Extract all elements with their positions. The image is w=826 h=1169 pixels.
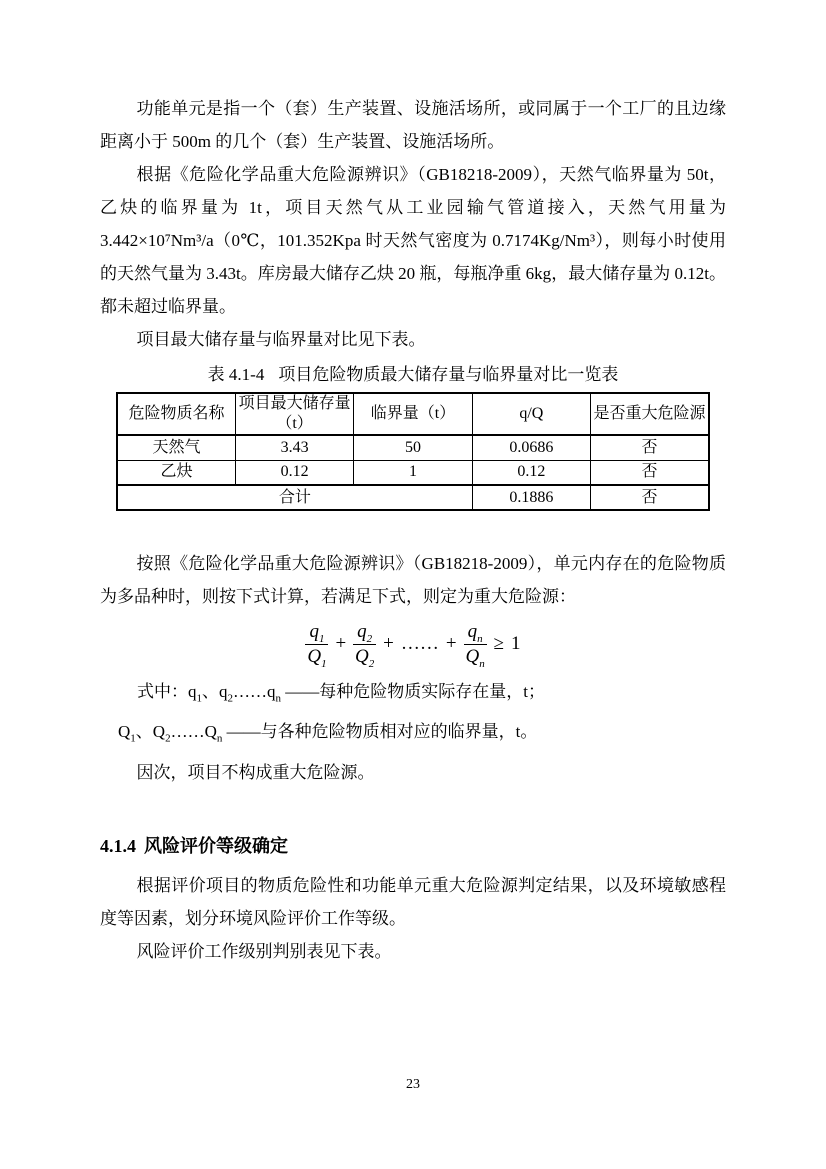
cell-name: 乙炔 (117, 460, 235, 485)
cell-total-ratio: 0.1886 (472, 485, 590, 510)
cell-storage: 3.43 (235, 435, 353, 460)
cell-critical: 1 (354, 460, 472, 485)
cell-name: 天然气 (117, 435, 235, 460)
header-q-over-Q: q/Q (472, 393, 590, 435)
ellipsis: …… (400, 633, 439, 654)
section-number: 4.1.4 (100, 835, 136, 856)
plus-operator: + (383, 633, 394, 654)
cell-major: 否 (591, 460, 709, 485)
section-title: 风险评价等级确定 (144, 835, 288, 856)
paragraph-grade-basis: 根据评价项目的物质危险性和功能单元重大危险源判定结果，以及环境敏感程度等因素，划分环境风险评价工作等级。 (100, 875, 726, 928)
plus-operator: + (445, 633, 457, 654)
paragraph-table-intro: 项目最大储存量与临界量对比见下表。 (136, 330, 426, 349)
plus-operator: + (335, 633, 347, 654)
fraction-q2-Q2 (353, 620, 376, 670)
paragraph-multi-species-rule: 按照《危险化学品重大危险源辨识》（GB18218-2009），单元内存在的危险物质为多品种时，则按下式计算，若满足下式，则定为重大危险源： (100, 554, 726, 606)
formula-legend-line-2: $Q_1$、$Q_2\dots\dots Q_n$ ——与各种危险物质相对应的临界量，t。 (118, 722, 538, 745)
fraction-numerator: $q_1$ (305, 622, 328, 645)
geq-operator: ≥ (493, 633, 505, 654)
fraction-q1-Q1 (305, 620, 328, 670)
cell-storage: 0.12 (235, 460, 353, 485)
paragraph-functional-unit: 功能单元是指一个（套）生产装置、设施活场所，或同属于一个工厂的且边缘距离小于 500m 的几个（套）生产装置、设施活场所。 (100, 99, 726, 151)
paragraph-grade-table-intro: 风险评价工作级别判别表见下表。 (136, 941, 392, 961)
fraction-numerator: $q_n$ (464, 622, 487, 645)
header-major-source: 是否重大危险源 (591, 393, 709, 435)
table-row-acetylene (117, 460, 709, 485)
formula-rhs: 1 (511, 633, 521, 654)
cell-total-major: 否 (591, 485, 709, 510)
hazard-comparison-table (116, 392, 710, 511)
paragraph-gb-identification: 根据《危险化学品重大危险源辨识》（GB18218-2009），天然气临界量为 50t，乙炔的临界量为 1t，项目天然气从工业园输气管道接入，天然气用量为 3.442×10⁷Nm³/a（0℃，101.352Kpa 时天然气密度为 0.7174Kg/Nm³），则每小时使用的天然气量为 3.43t。库房最大储存乙炔 20 瓶，每瓶净重 6kg，最大储存量为 0.12t。都未超过临界量。 (100, 165, 726, 316)
cell-major: 否 (591, 435, 709, 460)
header-max-storage: 项目最大储存量（t） (235, 393, 353, 435)
table-row-natural-gas (117, 435, 709, 460)
fraction-denominator: $Q_2$ (355, 645, 375, 670)
table-caption-title: 项目危险物质最大储存量与临界量对比一览表 (278, 365, 619, 384)
fraction-numerator: $q_2$ (353, 622, 376, 645)
header-critical-qty: 临界量（t） (354, 393, 472, 435)
criteria-formula (100, 619, 726, 669)
table-row-total (117, 485, 709, 510)
table-caption (100, 362, 726, 388)
header-hazard-name: 危险物质名称 (117, 393, 235, 435)
table-caption-label: 表 4.1-4 (207, 365, 265, 384)
formula-legend-line-1: 式中：$q_1$、$q_2\dots\dots q_n$ ——每种危险物质实际存在量，t； (137, 682, 545, 705)
fraction-denominator: $Q_1$ (307, 645, 327, 670)
section-heading-4-1-4 (100, 833, 726, 859)
cell-ratio: 0.0686 (472, 435, 590, 460)
cell-total-label: 合计 (117, 485, 472, 510)
cell-ratio: 0.12 (472, 460, 590, 485)
table-header-row (117, 393, 709, 435)
fraction-qn-Qn (464, 620, 487, 670)
fraction-denominator: $Q_n$ (465, 645, 485, 670)
cell-critical: 50 (354, 435, 472, 460)
paragraph-conclusion: 因次，项目不构成重大危险源。 (136, 762, 375, 782)
page-number: 23 (406, 1077, 420, 1092)
